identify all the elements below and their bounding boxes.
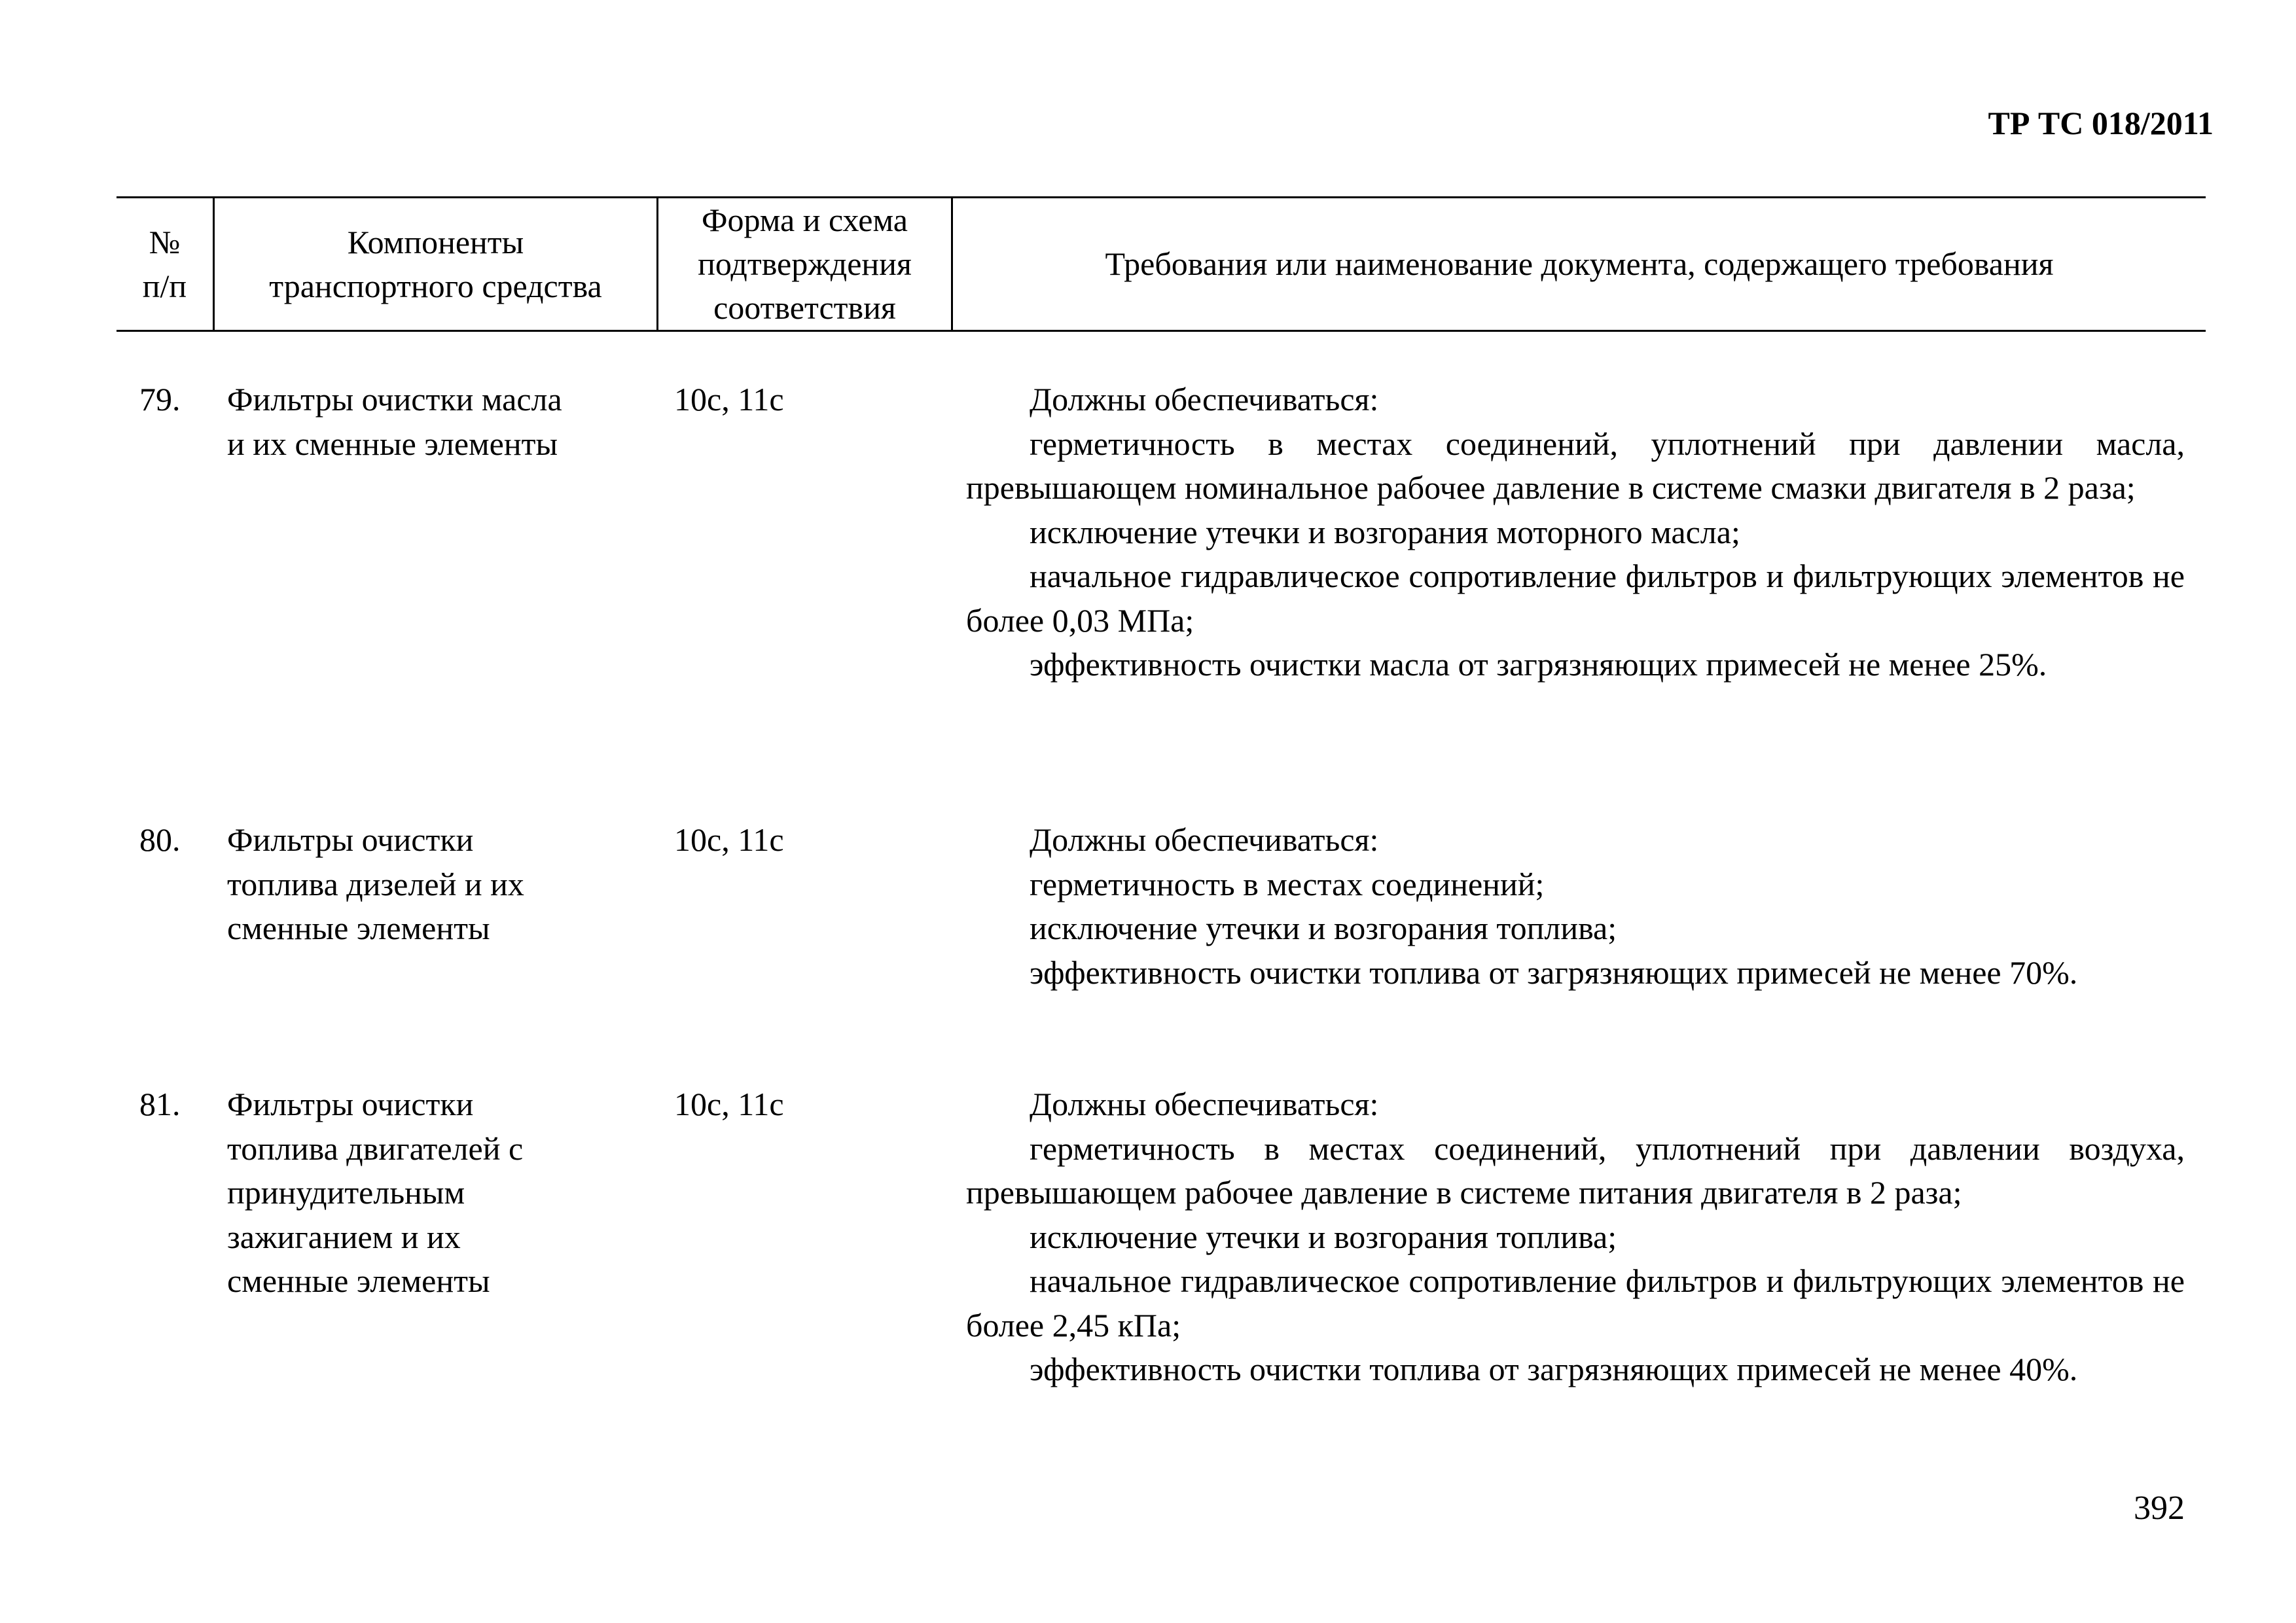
- column-header-components: [215, 198, 656, 330]
- requirement-line: Должны обеспечиваться:: [1030, 1086, 1379, 1122]
- requirement-line: исключение утечки и возгорания моторного масла;: [1030, 513, 1740, 550]
- row-number: 81.: [139, 1086, 181, 1122]
- requirement-line: исключение утечки и возгорания топлива;: [1030, 1218, 1617, 1255]
- requirement-line: Должны обеспечиваться:: [1030, 821, 1379, 858]
- column-header-conformity-form-label: Форма и схема подтверждения соответствия: [698, 202, 912, 326]
- conformity-form: 10с, 11с: [674, 381, 784, 418]
- requirement-line: начальное гидравлическое сопротивление фильтров и фильтрующих элементов не более 2,45 кПа;: [966, 1262, 2185, 1344]
- component-name: Фильтры очистки топлива дизелей и их сменные элементы: [227, 821, 524, 946]
- column-header-requirements: [953, 198, 2206, 330]
- row-number: 79.: [139, 381, 181, 418]
- column-header-number: [117, 198, 213, 330]
- table-header-bottom-rule: [117, 330, 2206, 332]
- requirements-cell: [966, 378, 2185, 687]
- requirement-line: эффективность очистки топлива от загрязняющих примесей не менее 70%.: [1030, 954, 2078, 991]
- conformity-form: 10с, 11с: [674, 821, 784, 858]
- requirement-line: начальное гидравлическое сопротивление фильтров и фильтрующих элементов не более 0,03 МПа;: [966, 558, 2185, 639]
- requirements-cell: [966, 1082, 2185, 1392]
- component-name: Фильтры очистки топлива двигателей с принудительным зажиганием и их сменные элементы: [227, 1086, 524, 1299]
- requirements-cell: [966, 818, 2185, 995]
- requirement-line: эффективность очистки масла от загрязняющих примесей не менее 25%.: [1030, 646, 2047, 683]
- component-name: Фильтры очистки масла и их сменные элементы: [227, 381, 562, 462]
- requirement-line: эффективность очистки топлива от загрязняющих примесей не менее 40%.: [1030, 1351, 2078, 1387]
- column-header-conformity-form: [658, 198, 951, 330]
- conformity-form: 10с, 11с: [674, 1086, 784, 1122]
- document-code: ТР ТС 018/2011: [1988, 105, 2214, 141]
- column-header-components-label: Компоненты транспортного средства: [269, 223, 602, 304]
- row-number: 80.: [139, 821, 181, 858]
- requirement-line: Должны обеспечиваться:: [1030, 381, 1379, 418]
- requirement-line: исключение утечки и возгорания топлива;: [1030, 910, 1617, 946]
- requirement-line: герметичность в местах соединений, уплотнений при давлении воздуха, превышающем рабочее давление в системе питания двигателя в 2 раза;: [966, 1130, 2185, 1211]
- column-header-number-label: № п/п: [142, 223, 187, 304]
- requirement-line: герметичность в местах соединений, уплотнений при давлении масла, превышающем номинальное рабочее давление в системе смазки двигателя в 2 раза;: [966, 425, 2185, 506]
- page-number: 392: [2134, 1489, 2185, 1527]
- requirement-line: герметичность в местах соединений;: [1030, 865, 1545, 902]
- column-header-requirements-label: Требования или наименование документа, содержащего требования: [1105, 245, 2054, 282]
